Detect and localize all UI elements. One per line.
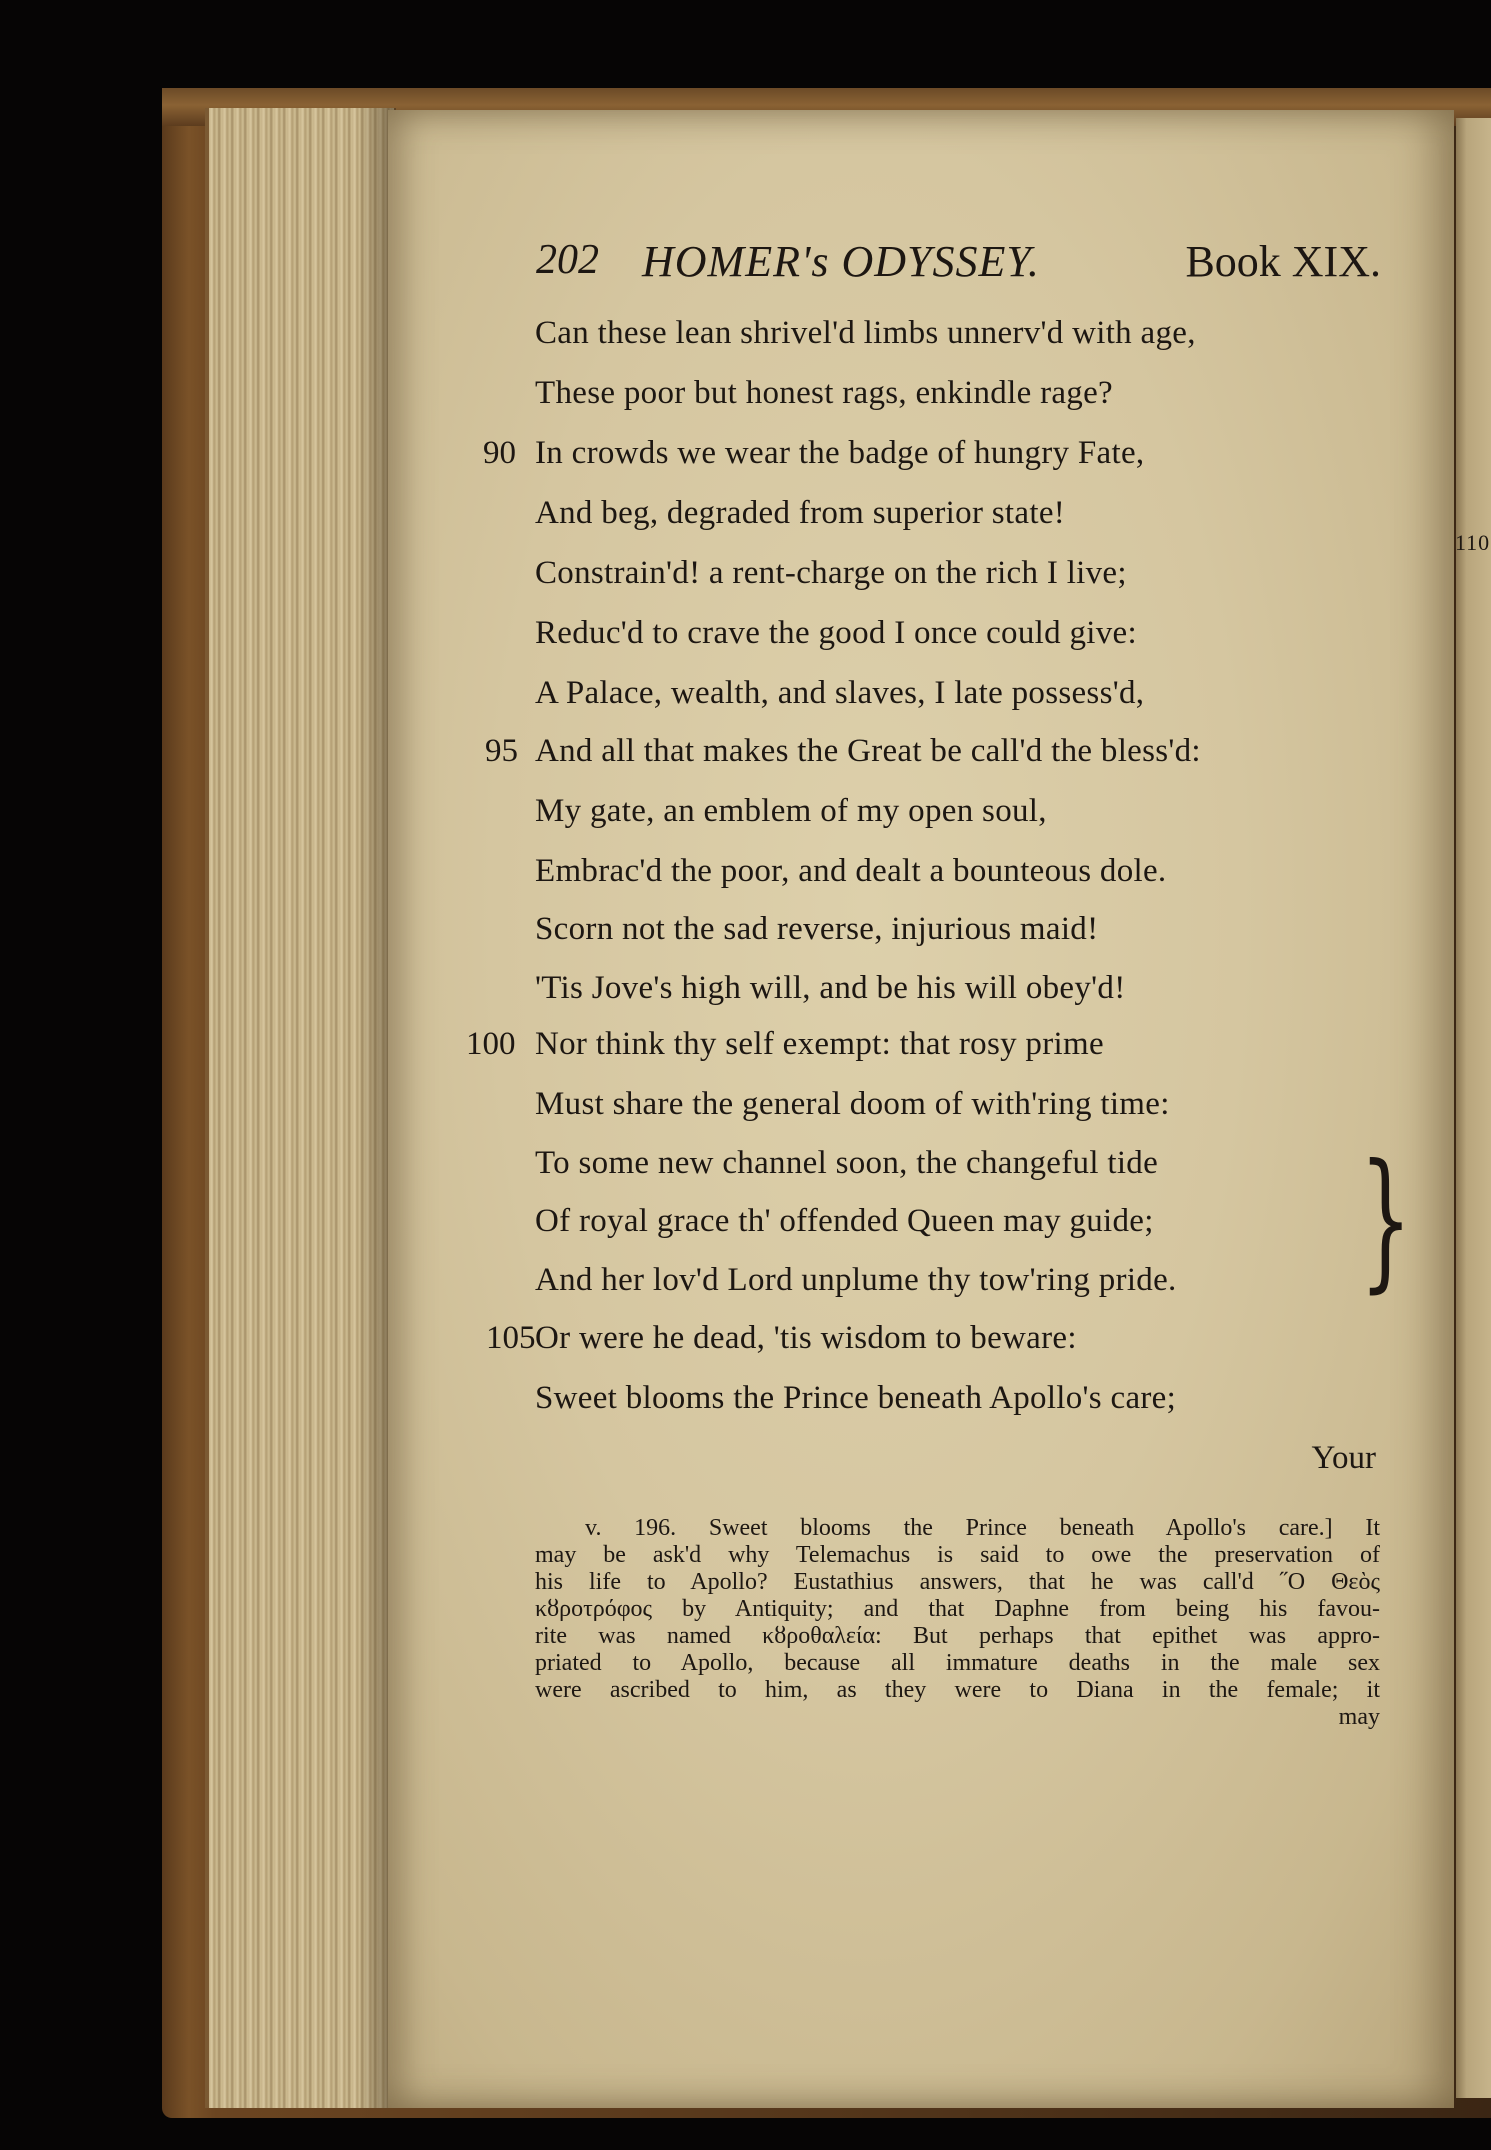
verse-line: Scorn not the sad reverse, injurious maid!: [535, 911, 1099, 947]
verse-line: Reduc'd to crave the good I once could give:: [535, 615, 1137, 651]
verse-line: To some new channel soon, the changeful tide: [535, 1145, 1159, 1181]
verse-line: Constrain'd! a rent-charge on the rich I live;: [535, 555, 1127, 591]
verse-line: Embrac'd the poor, and dealt a bounteous dole.: [535, 853, 1167, 889]
footnote-block: [535, 1515, 1380, 1731]
line-number: 90: [483, 435, 516, 471]
verse-line: Can these lean shrivel'd limbs unnerv'd with age,: [535, 315, 1196, 351]
verse-line: And her lov'd Lord unplume thy tow'ring pride.: [535, 1262, 1177, 1298]
verse-line: These poor but honest rags, enkindle rage?: [535, 375, 1113, 411]
verse-line: Of royal grace th' offended Queen may guide;: [535, 1203, 1154, 1239]
verse-line: And all that makes the Great be call'd the bless'd:: [535, 733, 1201, 769]
catchword: Your: [1311, 1440, 1376, 1476]
footnote-line: v. 196. Sweet blooms the Prince beneath Apollo's care.] It: [585, 1515, 1380, 1541]
footnote-line: his life to Apollo? Eustathius answers, that he was call'd ˝Ο Θεὸς: [535, 1569, 1380, 1595]
page-number: 202: [536, 237, 599, 283]
running-title: HOMER's ODYSSEY.: [642, 237, 1040, 286]
line-number: 95: [485, 733, 518, 769]
footnote-line: may be ask'd why Telemachus is said to owe the preservation of: [535, 1542, 1380, 1568]
running-header: [536, 236, 1381, 296]
verse-line: Must share the general doom of with'ring time:: [535, 1086, 1170, 1122]
line-number: 100: [466, 1026, 516, 1062]
footnote-line: rite was named κȣροθαλεία: But perhaps that epithet was appro-: [535, 1623, 1380, 1649]
verse-line: Nor think thy self exempt: that rosy prime: [535, 1026, 1104, 1062]
verse-line: Or were he dead, 'tis wisdom to beware:: [535, 1320, 1077, 1356]
verse-line: My gate, an emblem of my open soul,: [535, 793, 1047, 829]
verse-line: A Palace, wealth, and slaves, I late possess'd,: [535, 675, 1145, 711]
verse-line: 'Tis Jove's high will, and be his will obey'd!: [535, 970, 1126, 1006]
facing-page-edge: [1456, 118, 1491, 2098]
book-label: Book XIX.: [1185, 237, 1381, 286]
footnote-catchword: may: [1338, 1704, 1380, 1730]
line-number: 105: [486, 1320, 536, 1356]
footnote-line: κȣροτρόφος by Antiquity; and that Daphne from being his favou-: [535, 1596, 1380, 1622]
verse-line: Sweet blooms the Prince beneath Apollo's care;: [535, 1380, 1177, 1416]
facing-page-line-number: 110: [1455, 530, 1491, 555]
verse-line: In crowds we wear the badge of hungry Fate,: [535, 435, 1145, 471]
footnote-line: were ascribed to him, as they were to Diana in the female; it: [535, 1677, 1380, 1703]
triplet-brace: }: [1359, 1133, 1412, 1307]
footnote-line: priated to Apollo, because all immature deaths in the male sex: [535, 1650, 1380, 1676]
verse-line: And beg, degraded from superior state!: [535, 495, 1066, 531]
